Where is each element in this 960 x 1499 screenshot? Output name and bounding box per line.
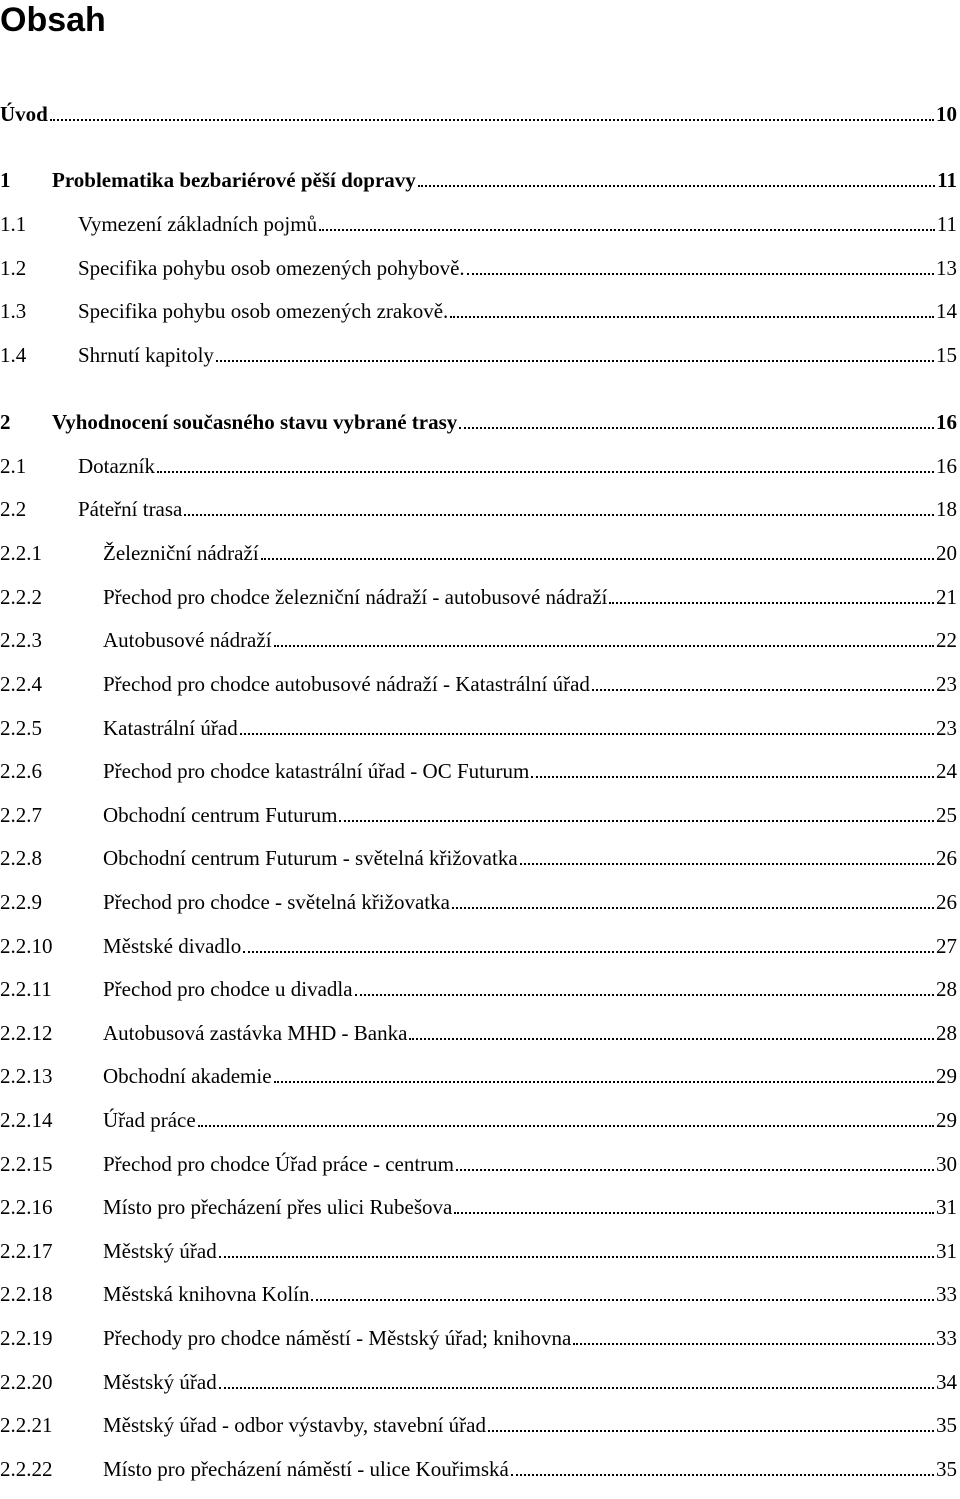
toc-entry-number: 2.2.10 — [0, 934, 53, 958]
toc-entry-number: 2.1 — [0, 454, 27, 478]
toc-entry[interactable] — [0, 1364, 957, 1394]
dot-leader — [467, 273, 934, 275]
toc-entry-page: 29 — [936, 1108, 957, 1132]
toc-entry-page: 25 — [936, 803, 957, 827]
toc-entry[interactable] — [0, 840, 957, 870]
dot-leader — [592, 689, 934, 691]
toc-entry-page: 31 — [936, 1239, 957, 1263]
toc-entry[interactable] — [0, 1233, 957, 1263]
toc-entry-number: 2.2.1 — [0, 541, 42, 565]
toc-entry-page: 23 — [936, 716, 957, 740]
toc-entry-page: 28 — [936, 977, 957, 1001]
toc-entry-title: Páteřní trasa — [78, 497, 183, 521]
toc-entry-page: 20 — [936, 541, 957, 565]
toc-entry-title: Městský úřad - odbor výstavby, stavební úřad — [103, 1413, 486, 1437]
toc-entry-number: 2.2.20 — [0, 1370, 53, 1394]
toc-entry[interactable] — [0, 1407, 957, 1437]
toc-entry-title: Přechod pro chodce katastrální úřad - OC Futurum — [103, 759, 530, 783]
toc-entry-title: Obchodní centrum Futurum — [103, 803, 338, 827]
toc-entry-number: 2 — [0, 410, 11, 434]
toc-entry-page: 34 — [936, 1370, 957, 1394]
toc-entry[interactable] — [0, 666, 957, 696]
toc-entry-number: 2.2.19 — [0, 1326, 53, 1350]
toc-entry-number: 2.2 — [0, 497, 27, 521]
toc-entry-page: 26 — [936, 890, 957, 914]
toc-entry-page: 18 — [936, 497, 957, 521]
toc-entry-number: 2.2.3 — [0, 628, 42, 652]
toc-entry-number: 2.2.21 — [0, 1413, 53, 1437]
toc-entry-title: Přechod pro chodce u divadla — [103, 977, 353, 1001]
toc-entry-number: 2.2.18 — [0, 1282, 53, 1306]
dot-leader — [409, 1038, 934, 1040]
toc-entry-page: 30 — [936, 1152, 957, 1176]
dot-leader — [520, 863, 934, 865]
toc-entry-title: Městské divadlo — [103, 934, 242, 958]
toc-entry-title: Problematika bezbariérové pěší dopravy — [52, 168, 416, 192]
toc-entry-number: 2.2.17 — [0, 1239, 53, 1263]
toc-entry-page: 16 — [936, 454, 957, 478]
toc-entry[interactable] — [0, 337, 957, 367]
toc-entry-number: 1 — [0, 168, 11, 192]
toc-entry-page: 16 — [936, 410, 957, 434]
toc-entry-title: Přechod pro chodce autobusové nádraží - Katastrální úřad — [103, 672, 590, 696]
dot-leader — [219, 1387, 934, 1389]
page-title: Obsah — [0, 1, 106, 39]
toc-entry-number: 2.2.2 — [0, 585, 42, 609]
toc-entry-title: Obchodní centrum Futurum - světelná křižovatka — [103, 846, 518, 870]
toc-entry-title: Městská knihovna Kolín — [103, 1282, 310, 1306]
dot-leader — [531, 776, 934, 778]
toc-entry-page: 22 — [936, 628, 957, 652]
dot-leader — [261, 558, 934, 560]
toc-entry-title: Specifika pohybu osob omezených pohybově. — [78, 256, 465, 280]
dot-leader — [488, 1430, 934, 1432]
dot-leader — [219, 1256, 934, 1258]
toc-entry-title: Přechod pro chodce železniční nádraží - autobusové nádraží — [103, 585, 608, 609]
toc-entry-number: 2.2.16 — [0, 1195, 53, 1219]
toc-entry-title: Specifika pohybu osob omezených zrakově. — [78, 299, 449, 323]
dot-leader — [274, 645, 934, 647]
toc-entry-number: 1.2 — [0, 256, 27, 280]
toc-entry-title: Úvod — [0, 102, 48, 126]
toc-entry-page: 33 — [936, 1282, 957, 1306]
toc-entry-number: 2.2.4 — [0, 672, 42, 696]
toc-entry-number: 2.2.6 — [0, 759, 42, 783]
toc-entry-page: 21 — [936, 585, 957, 609]
toc-entry-number: 1.3 — [0, 299, 27, 323]
toc-entry-number: 2.2.9 — [0, 890, 42, 914]
toc-entry[interactable] — [0, 448, 957, 478]
toc-entry[interactable] — [0, 710, 957, 740]
toc-entry-page: 13 — [936, 256, 957, 280]
toc-entry-title: Přechody pro chodce náměstí - Městský úřad; knihovna — [103, 1326, 572, 1350]
toc-entry[interactable] — [0, 1320, 957, 1350]
toc-entry-page: 24 — [936, 759, 957, 783]
toc-entry[interactable] — [0, 206, 957, 236]
toc-entry[interactable] — [0, 96, 957, 126]
toc-entry[interactable] — [0, 293, 957, 323]
toc-entry-page: 11 — [936, 212, 957, 236]
toc-entry-title: Autobusové nádraží — [103, 628, 272, 652]
dot-leader — [339, 820, 934, 822]
toc-entry[interactable] — [0, 404, 957, 434]
dot-leader — [459, 427, 934, 429]
toc-entry-title: Přechod pro chodce Úřad práce - centrum — [103, 1152, 455, 1176]
toc-entry-number: 2.2.22 — [0, 1457, 53, 1481]
toc-entry-number: 2.2.8 — [0, 846, 42, 870]
dot-leader — [240, 733, 934, 735]
toc-entry[interactable] — [0, 753, 957, 783]
toc-entry[interactable] — [0, 579, 957, 609]
dot-leader — [311, 1299, 934, 1301]
dot-leader — [198, 1125, 934, 1127]
toc-entry-title: Katastrální úřad — [103, 716, 238, 740]
toc-entry[interactable] — [0, 1102, 957, 1132]
toc-entry-number: 2.2.12 — [0, 1021, 53, 1045]
toc-entry-title: Místo pro přecházení přes ulici Rubešova — [103, 1195, 453, 1219]
dot-leader — [511, 1474, 934, 1476]
dot-leader — [418, 185, 935, 187]
toc-entry-page: 11 — [937, 168, 957, 192]
dot-leader — [184, 514, 934, 516]
toc-entry-page: 35 — [936, 1457, 957, 1481]
toc-entry[interactable] — [0, 162, 957, 192]
toc-entry-page: 27 — [936, 934, 957, 958]
toc-entry-page: 14 — [936, 299, 957, 323]
dot-leader — [452, 907, 934, 909]
toc-entry[interactable] — [0, 1146, 957, 1176]
toc-entry-title: Přechod pro chodce - světelná křižovatka — [103, 890, 450, 914]
toc-entry-title: Autobusová zastávka MHD - Banka — [103, 1021, 408, 1045]
toc-entry[interactable] — [0, 884, 957, 914]
toc-entry-title: Dotazník — [78, 454, 155, 478]
toc-entry-number: 2.2.11 — [0, 977, 52, 1001]
toc-entry[interactable] — [0, 1451, 957, 1481]
toc-entry[interactable] — [0, 797, 957, 827]
toc-entry-title: Shrnutí kapitoly — [78, 343, 214, 367]
toc-entry-number: 2.2.7 — [0, 803, 42, 827]
toc-entry-title: Úřad práce — [103, 1108, 196, 1132]
dot-leader — [609, 602, 934, 604]
dot-leader — [157, 471, 934, 473]
dot-leader — [216, 360, 934, 362]
dot-leader — [319, 229, 935, 231]
toc-entry-title: Obchodní akademie — [103, 1064, 272, 1088]
toc-entry[interactable] — [0, 928, 957, 958]
toc-entry-title: Místo pro přecházení náměstí - ulice Kouřimská — [103, 1457, 509, 1481]
toc-entry-page: 15 — [936, 343, 957, 367]
toc-entry[interactable] — [0, 491, 957, 521]
toc-entry-page: 31 — [936, 1195, 957, 1219]
toc-entry-title: Městský úřad — [103, 1370, 217, 1394]
toc-entry-page: 33 — [936, 1326, 957, 1350]
dot-leader — [243, 951, 934, 953]
toc-entry[interactable] — [0, 971, 957, 1001]
dot-leader — [50, 119, 934, 121]
toc-entry[interactable] — [0, 1058, 957, 1088]
toc-entry-title: Městský úřad — [103, 1239, 217, 1263]
dot-leader — [450, 316, 934, 318]
toc-entry-number: 2.2.13 — [0, 1064, 53, 1088]
toc-entry[interactable] — [0, 535, 957, 565]
toc-entry-number: 2.2.15 — [0, 1152, 53, 1176]
toc-entry[interactable] — [0, 622, 957, 652]
toc-entry[interactable] — [0, 1276, 957, 1306]
toc-entry-page: 23 — [936, 672, 957, 696]
toc-entry-number: 1.1 — [0, 212, 27, 236]
toc-entry-number: 1.4 — [0, 343, 27, 367]
dot-leader — [454, 1212, 934, 1214]
toc-entry-title: Železniční nádraží — [103, 541, 259, 565]
toc-entry-page: 28 — [936, 1021, 957, 1045]
toc-entry-page: 29 — [936, 1064, 957, 1088]
dot-leader — [274, 1081, 934, 1083]
toc-entry-number: 2.2.5 — [0, 716, 42, 740]
toc-entry-title: Vymezení základních pojmů — [78, 212, 318, 236]
toc-entry-title: Vyhodnocení současného stavu vybrané trasy — [52, 410, 458, 434]
toc-entry[interactable] — [0, 1189, 957, 1219]
toc-entry[interactable] — [0, 250, 957, 280]
dot-leader — [573, 1343, 934, 1345]
dot-leader — [456, 1169, 934, 1171]
toc-entry-page: 10 — [936, 102, 957, 126]
toc-entry-page: 26 — [936, 846, 957, 870]
toc-entry-number: 2.2.14 — [0, 1108, 53, 1132]
toc-entry[interactable] — [0, 1015, 957, 1045]
toc-entry-page: 35 — [936, 1413, 957, 1437]
dot-leader — [355, 994, 934, 996]
